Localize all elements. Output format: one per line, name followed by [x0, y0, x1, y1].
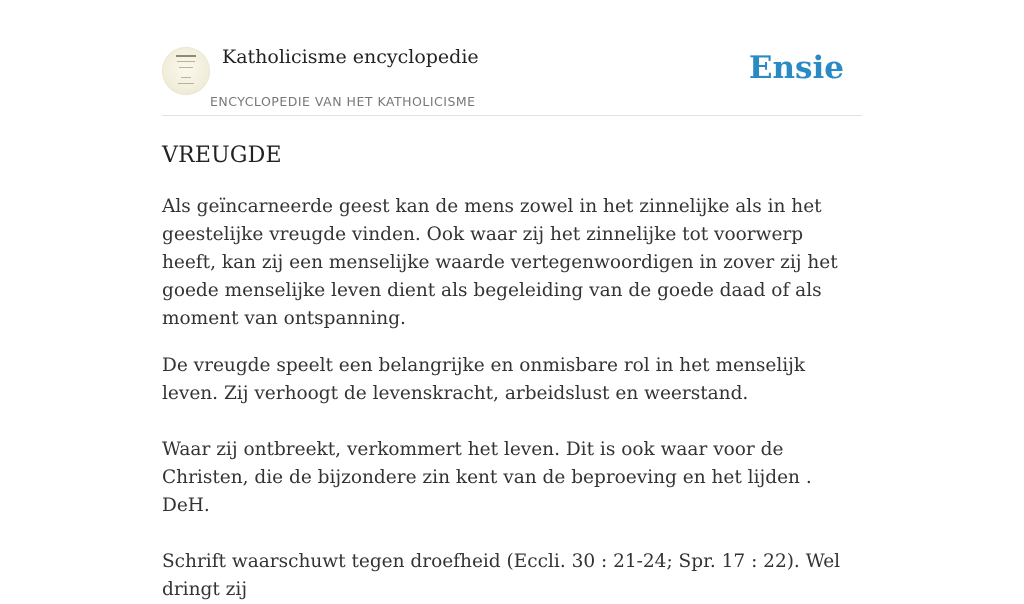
- site-title-link[interactable]: Katholicisme encyclopedie: [222, 46, 479, 68]
- article-title: VREUGDE: [162, 143, 282, 168]
- article-paragraph: De vreugde speelt een belangrijke en onmisbare rol in het menselijk leven. Zij verhoogt de levenskracht, arbeidslust en weerstand. Waar zij ontbreekt, verkommert het leven. Dit is ook waar voor de Christen, die de bijzondere zin kent van de beproeving en het lijden . DeH. Schrift waarschuwt tegen droefheid (Eccli. 30 : 21-24; Spr. 17 : 22). Wel dringt zij: [162, 355, 841, 600]
- site-subtitle: ENCYCLOPEDIE VAN HET KATHOLICISME: [210, 94, 476, 109]
- article-paragraph: Als geïncarneerde geest kan de mens zowel in het zinnelijke als in het geestelijke vreugde vinden. Ook waar zij het zinnelijke tot voorwerp heeft, kan zij een menselijke waarde vertegenwoordigen in zover zij het goede menselijke leven dient als begeleiding van de goede daad of als moment van ontspanning.: [162, 196, 838, 329]
- book-cover-icon[interactable]: [162, 47, 210, 95]
- site-header: [162, 0, 862, 116]
- page-container: [162, 0, 862, 604]
- ensie-logo-link[interactable]: Ensie: [748, 50, 844, 86]
